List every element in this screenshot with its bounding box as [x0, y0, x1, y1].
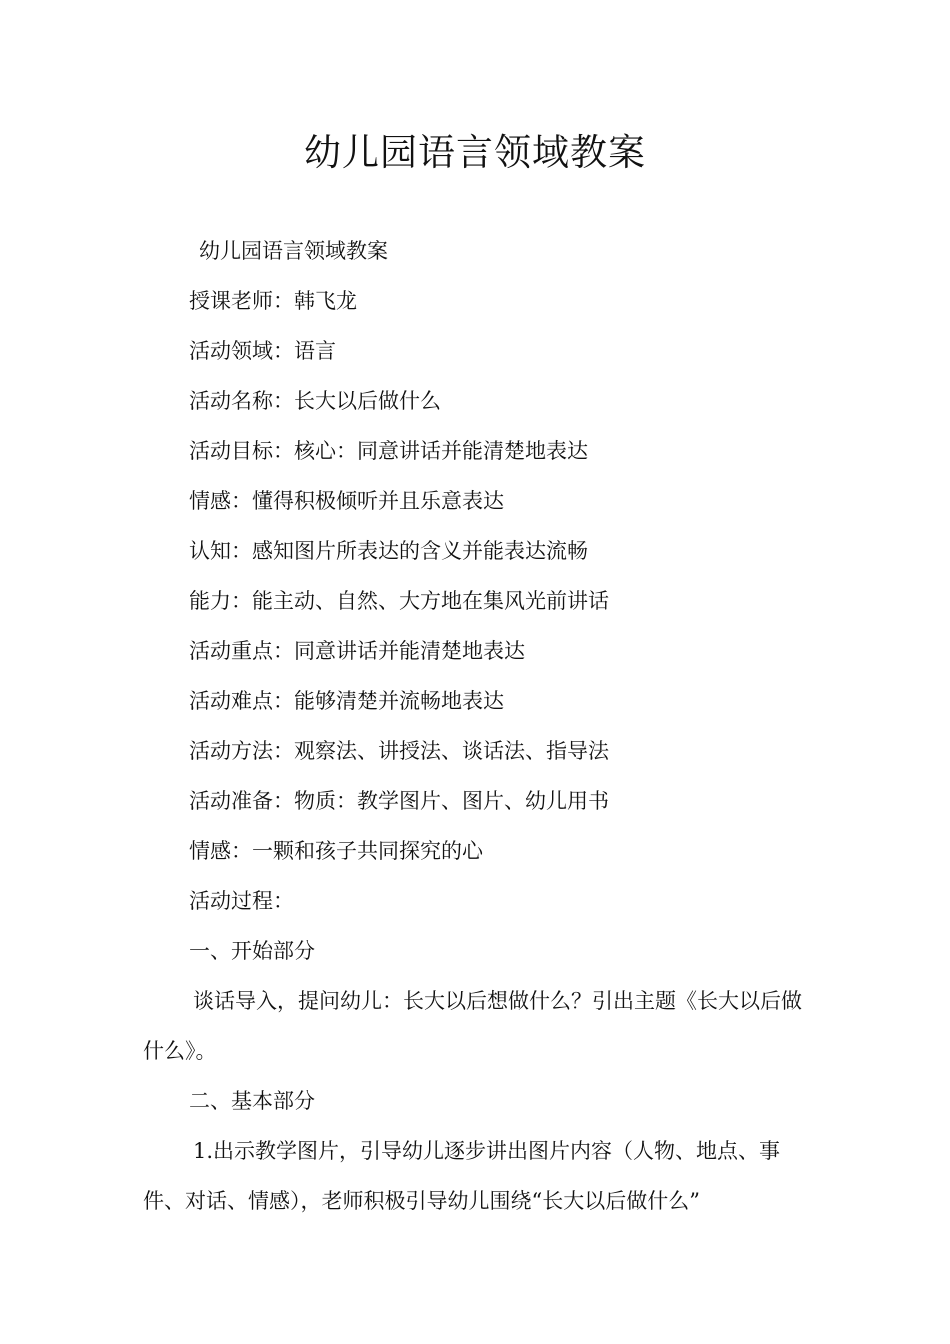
activity-domain-line: 活动领域：语言	[189, 339, 336, 363]
activity-difficulty-line: 活动难点：能够清楚并流畅地表达	[189, 689, 504, 713]
activity-process-heading: 活动过程：	[189, 889, 294, 913]
teacher-line: 授课老师：韩飞龙	[189, 289, 357, 313]
activity-focus-line: 活动重点：同意讲话并能清楚地表达	[189, 639, 525, 663]
cognition-goal-line: 认知：感知图片所表达的含义并能表达流畅	[189, 539, 588, 563]
document-title: 幼儿园语言领域教案	[304, 131, 646, 174]
section-one-heading: 一、开始部分	[189, 939, 315, 963]
activity-preparation-line: 活动准备：物质：教学图片、图片、幼儿用书	[189, 789, 609, 813]
emotion-goal-line: 情感：懂得积极倾听并且乐意表达	[189, 489, 504, 513]
activity-method-line: 活动方法：观察法、讲授法、谈话法、指导法	[189, 739, 609, 763]
subtitle-paragraph: 幼儿园语言领域教案	[199, 239, 388, 263]
emotion-preparation-line: 情感：一颗和孩子共同探究的心	[189, 839, 483, 863]
section-two-heading: 二、基本部分	[189, 1089, 315, 1113]
activity-goal-line: 活动目标：核心：同意讲话并能清楚地表达	[189, 439, 588, 463]
document-body	[143, 226, 808, 1226]
intro-paragraph: 谈话导入，提问幼儿：长大以后想做什么？引出主题《长大以后做什么》。	[143, 989, 802, 1063]
step-one-paragraph: 1.出示教学图片，引导幼儿逐步讲出图片内容（人物、地点、事件、对话、情感），老师积极引导幼儿围绕“长大以后做什么”	[143, 1139, 781, 1213]
ability-goal-line: 能力：能主动、自然、大方地在集风光前讲话	[189, 589, 609, 613]
activity-name-line: 活动名称：长大以后做什么	[189, 389, 441, 413]
